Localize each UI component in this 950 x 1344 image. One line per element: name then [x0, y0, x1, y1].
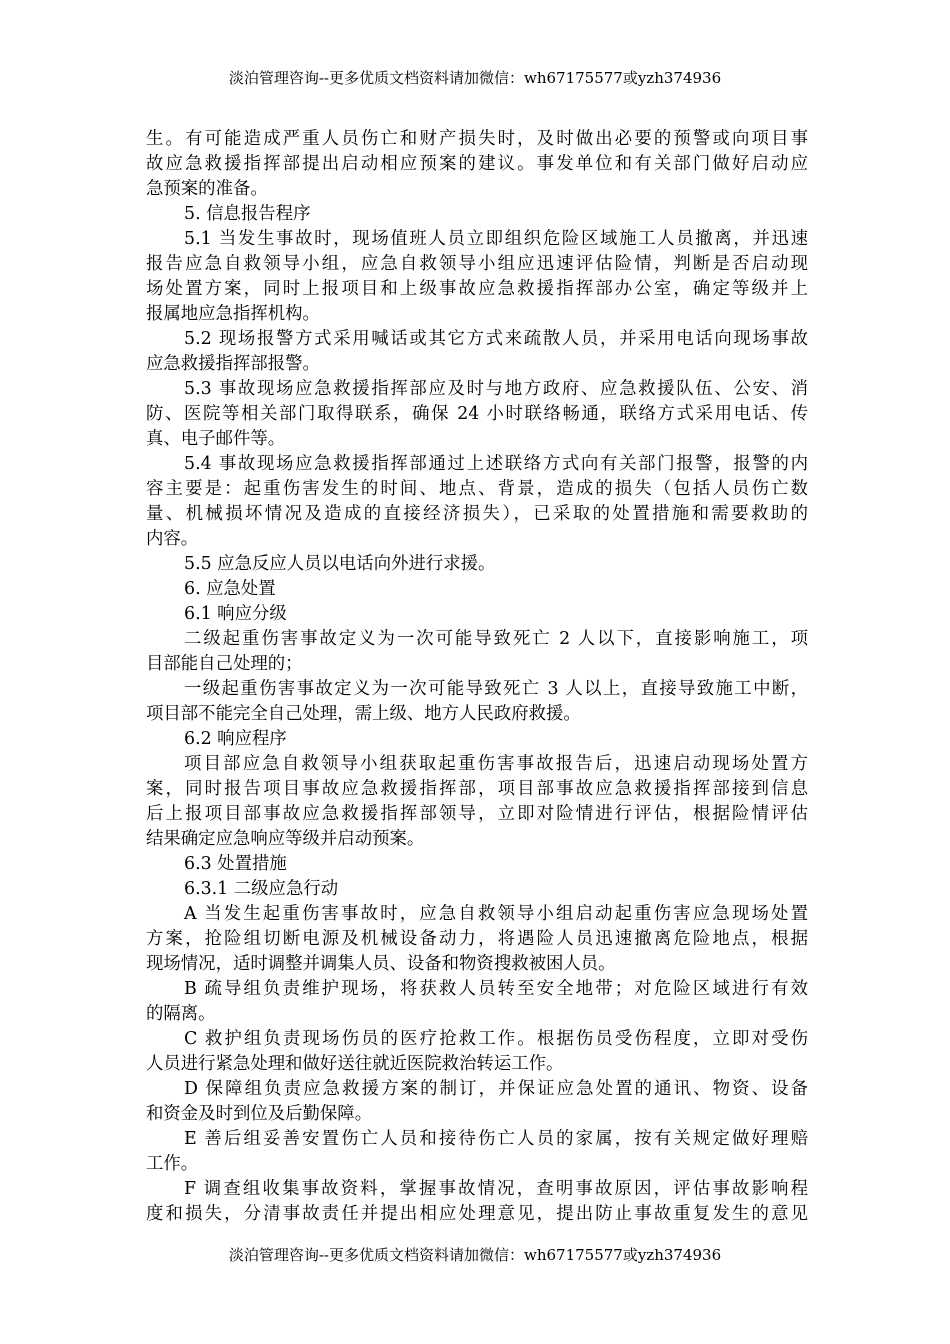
- text-line: 5.1 当发生事故时，现场值班人员立即组织危险区域施工人员撤离，并迅速: [184, 229, 808, 249]
- text-line: 现场情况，适时调整并调集人员、设备和物资搜救被困人员。: [146, 954, 616, 974]
- text-line: 二级起重伤害事故定义为一次可能导致死亡 2 人以下，直接影响施工，项: [184, 629, 808, 649]
- text-line: 案，同时报告项目事故应急救援指挥部，项目部事故应急救援指挥部接到信息: [146, 779, 808, 799]
- text-line: 报属地应急指挥机构。: [146, 304, 320, 324]
- text-line: 5.4 事故现场应急救援指挥部通过上述联络方式向有关部门报警，报警的内: [184, 454, 808, 474]
- text-line: 应急救援指挥部报警。: [146, 354, 320, 374]
- text-line: 防、医院等相关部门取得联系，确保 24 小时联络畅通，联络方式采用电话、传: [146, 404, 808, 424]
- text-line: A 当发生起重伤害事故时，应急自救领导小组启动起重伤害应急现场处置: [184, 904, 808, 924]
- text-line: D 保障组负责应急救援方案的制订，并保证应急处置的通讯、物资、设备: [184, 1079, 808, 1099]
- text-line: 生。有可能造成严重人员伤亡和财产损失时，及时做出必要的预警或向项目事: [146, 129, 808, 149]
- text-line: 5.2 现场报警方式采用喊话或其它方式来疏散人员，并采用电话向现场事故: [184, 329, 808, 349]
- text-line: 6.1 响应分级: [184, 604, 287, 624]
- text-line: 度和损失，分清事故责任并提出相应处理意见，提出防止事故重复发生的意见: [146, 1204, 808, 1224]
- text-line: 的隔离。: [146, 1004, 216, 1024]
- text-line: 5. 信息报告程序: [184, 204, 311, 224]
- text-line: C 救护组负责现场伤员的医疗抢救工作。根据伤员受伤程度，立即对受伤: [184, 1029, 808, 1049]
- text-line: 人员进行紧急处理和做好送往就近医院救治转运工作。: [146, 1054, 564, 1074]
- text-line: 一级起重伤害事故定义为一次可能导致死亡 3 人以上，直接导致施工中断，: [184, 679, 808, 699]
- text-line: 6. 应急处置: [184, 579, 276, 599]
- text-line: 和资金及时到位及后勤保障。: [146, 1104, 373, 1124]
- text-line: 6.3 处置措施: [184, 854, 287, 874]
- text-line: 量、机械损坏情况及造成的直接经济损失），已采取的处置措施和需要救助的: [146, 504, 808, 524]
- text-line: 故应急救援指挥部提出启动相应预案的建议。事发单位和有关部门做好启动应: [146, 154, 808, 174]
- text-line: 报告应急自救领导小组，应急自救领导小组应迅速评估险情，判断是否启动现: [146, 254, 808, 274]
- text-line: 6.2 响应程序: [184, 729, 287, 749]
- text-line: 内容。: [146, 529, 199, 549]
- text-line: 结果确定应急响应等级并启动预案。: [146, 829, 425, 849]
- text-line: 5.3 事故现场应急救援指挥部应及时与地方政府、应急救援队伍、公安、消: [184, 379, 808, 399]
- page-header: 淡泊管理咨询--更多优质文档资料请加微信：wh67175577或yzh374936: [228, 69, 722, 87]
- document-body: [146, 127, 808, 1227]
- text-line: F 调查组收集事故资料，掌握事故情况，查明事故原因，评估事故影响程: [184, 1179, 808, 1199]
- text-line: 容主要是：起重伤害发生的时间、地点、背景，造成的损失（包括人员伤亡数: [146, 479, 808, 499]
- text-line: 场处置方案，同时上报项目和上级事故应急救援指挥部办公室，确定等级并上: [146, 279, 808, 299]
- text-line: 项目部应急自救领导小组获取起重伤害事故报告后，迅速启动现场处置方: [184, 754, 808, 774]
- text-line: 方案，抢险组切断电源及机械设备动力，将遇险人员迅速撤离危险地点，根据: [146, 929, 808, 949]
- text-line: 真、电子邮件等。: [146, 429, 286, 449]
- text-line: 工作。: [146, 1154, 199, 1174]
- text-line: 急预案的准备。: [146, 179, 268, 199]
- text-line: B 疏导组负责维护现场，将获救人员转至安全地带；对危险区域进行有效: [184, 979, 808, 999]
- text-line: 6.3.1 二级应急行动: [184, 879, 339, 899]
- text-line: 后上报项目部事故应急救援指挥部领导，立即对险情进行评估，根据险情评估: [146, 804, 808, 824]
- page-footer: 淡泊管理咨询--更多优质文档资料请加微信：wh67175577或yzh374936: [228, 1246, 722, 1264]
- text-line: E 善后组妥善安置伤亡人员和接待伤亡人员的家属，按有关规定做好理赔: [184, 1129, 808, 1149]
- text-line: 5.5 应急反应人员以电话向外进行求援。: [184, 554, 496, 574]
- text-line: 项目部不能完全自己处理，需上级、地方人民政府救援。: [146, 704, 581, 724]
- text-line: 目部能自己处理的；: [146, 654, 303, 674]
